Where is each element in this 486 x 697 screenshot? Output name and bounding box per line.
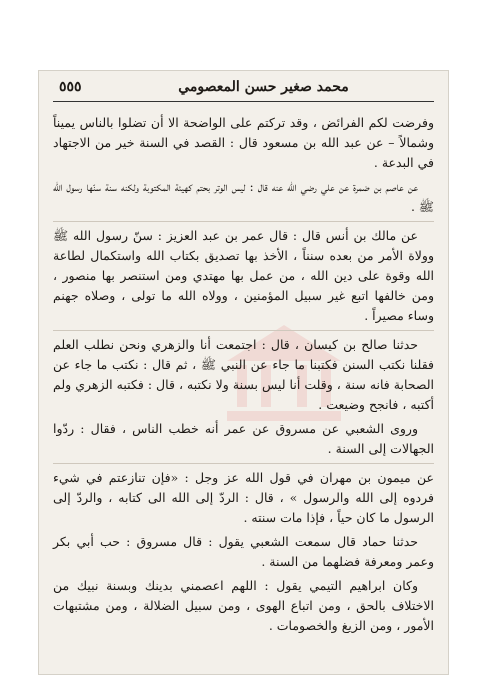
paragraph-5: وروى الشعبي عن مسروق عن عمر أنه خطب الناس ، فقال : ردّوا الجهالات إلى السنة .: [53, 421, 434, 456]
header-rule: [53, 101, 434, 102]
paragraph-2: عن عاصم بن ضمرة عن علي رضي الله عنه قال : ليس الوتر بحتم كهيئة المكتوبة ولكنه سنة سنّها رسول الله ﷺ .: [53, 179, 434, 214]
paragraph-7: حدثنا حماد قال سمعت الشعبي يقول : قال مسروق : حب أبي بكر وعمر ومعرفة فضلهما من السنة .: [53, 534, 434, 569]
page-header-title: محمد صغير حسن المعصومي: [178, 79, 349, 95]
page-header: [59, 77, 428, 97]
divider: [53, 330, 434, 331]
divider: [53, 221, 434, 222]
book-page: [38, 70, 449, 675]
paragraph-1: وفرضت لكم الفرائض ، وقد تركتم على الواضحة الا أن تضلوا بالناس يميناً وشمالاً – عن عبد الله بن مسعود قال : القصد في السنة خير من الاجتهاد في البدعة .: [53, 115, 434, 170]
paragraph-3: عن مالك بن أنس قال : قال عمر بن عبد العزيز : سنّ رسول الله ﷺ وولاة الأمر من بعده سنناً ، الأخذ بها تصديق بكتاب الله واستكمال لطاعة الله وقوة على دين الله ، من عمل بها مهتدي ومن استنصر بها منصور ، ومن خالفها اتبع غير سبيل المؤمنين ، وولاه الله ما تولى ، وصلاه جهنم وساء مصيراً .: [53, 228, 434, 323]
divider: [53, 463, 434, 464]
page-number: ٥٥٥: [59, 79, 82, 95]
paragraph-4: حدثنا صالح بن كيسان ، قال : اجتمعت أنا والزهري ونحن نطلب العلم فقلنا نكتب السنن فكتبنا ما جاء عن النبي ﷺ ، ثم قال : نكتب ما جاء عن الصحابة فانه سنة ، وقلت أنا ليس بسنة ولا نكتبه ، قال : فكتبه الزهري ولم أكتبه ، فانجح وضيعت .: [53, 337, 434, 412]
page-body: [53, 113, 434, 662]
paragraph-6: عن ميمون بن مهران في قول الله عز وجل : «فإن تنازعتم في شيء فردوه إلى الله والرسول » ، قال : الردّ إلى الله الى كتابه ، والردّ إلى الرسول ما كان حياً ، فإذا مات سنته .: [53, 470, 434, 525]
paragraph-8: وكان ابراهيم التيمي يقول : اللهم اعصمني بدينك وبسنة نبيك من الاختلاف بالحق ، ومن اتباع الهوى ، ومن سبيل الضلالة ، ومن مشتبهات الأمور ، ومن الزيغ والخصومات .: [53, 578, 434, 633]
